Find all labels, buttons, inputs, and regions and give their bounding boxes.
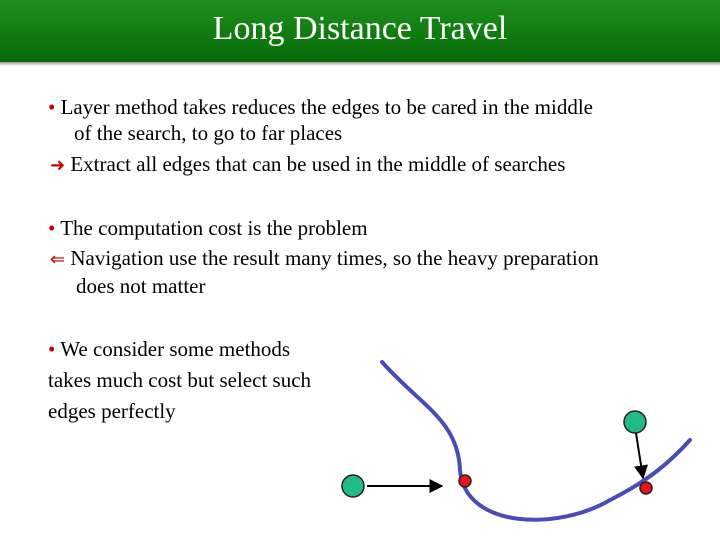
entry-point-node bbox=[459, 475, 471, 487]
arrow-left-icon: ⇐ bbox=[50, 249, 66, 270]
bullet-1-line-1: Layer method takes reduces the edges to be cared in the middle bbox=[60, 95, 593, 119]
bullet-1-sub-text: Extract all edges that can be used in the middle of searches bbox=[70, 152, 566, 176]
bullet-2-sub-line-2: does not matter bbox=[76, 274, 206, 298]
arrow-right-icon: ➜ bbox=[50, 155, 66, 176]
bullet-marker: • bbox=[48, 337, 56, 361]
exit-point-node bbox=[640, 482, 652, 494]
bullet-2-line-1: The computation cost is the problem bbox=[60, 216, 368, 240]
bullet-marker: • bbox=[48, 216, 56, 240]
bullet-3-line-1: We consider some methods bbox=[60, 337, 291, 361]
bullet-marker: • bbox=[48, 95, 56, 119]
bullet-3-line-2: takes much cost but select such bbox=[48, 368, 312, 392]
source-node bbox=[342, 475, 364, 497]
bullet-3-line-3: edges perfectly bbox=[48, 399, 176, 423]
target-node bbox=[624, 411, 646, 433]
slide-title: Long Distance Travel bbox=[212, 10, 508, 47]
arrow-to-end-edge bbox=[636, 433, 643, 478]
bullet-2-sub-text: Navigation use the result many times, so the heavy preparation bbox=[70, 246, 599, 270]
route-curve bbox=[382, 362, 690, 520]
bullet-1-line-2: of the search, to go to far places bbox=[74, 121, 343, 145]
